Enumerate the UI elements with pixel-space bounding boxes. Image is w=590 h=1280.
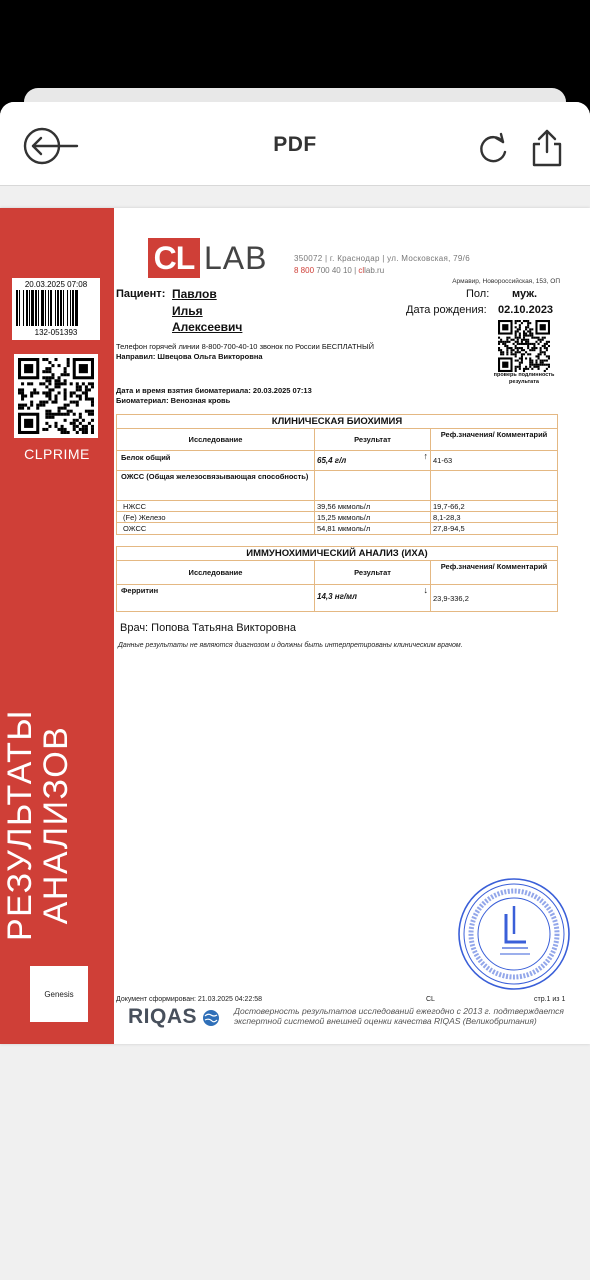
cell-ref: [431, 471, 557, 500]
col-ref-header: Реф.значения/ Комментарий: [440, 430, 548, 439]
cell-test: ОЖСС: [117, 523, 315, 534]
biomaterial: Биоматериал: Венозная кровь: [116, 396, 231, 405]
page-number: стр.1 из 1: [534, 996, 566, 1003]
patient-last-name: Павлов: [172, 287, 217, 301]
barcode-number: 132-051393: [34, 328, 78, 337]
cell-result: [315, 585, 431, 611]
cell-ref: 27,8-94,5: [433, 524, 465, 533]
col-ref-header: Реф.значения/ Комментарий: [440, 562, 548, 571]
sex-value: муж.: [512, 288, 538, 300]
generated-date: Документ сформирован: 21.03.2025 04:22:58: [116, 996, 263, 1003]
cell-test: ОЖСС (Общая железосвязывающая способность): [117, 471, 315, 500]
patient-patronymic: Алексеевич: [172, 320, 243, 334]
table-row: [117, 585, 557, 611]
sex-label: Пол:: [466, 288, 490, 300]
cell-ref: 19,7-66,2: [433, 502, 465, 511]
disclaimer: Данные результаты не являются диагнозом и должны быть интерпретированы клиническим врачом.: [118, 642, 463, 649]
verify-qr-icon: [498, 320, 550, 372]
table-header-row: [117, 429, 557, 451]
riqas-logo: RIQAS: [128, 1005, 198, 1028]
patient-first-name: Илья: [172, 304, 203, 318]
cell-test: Белок общий: [117, 451, 315, 470]
share-icon[interactable]: [528, 128, 566, 168]
section-title: КЛИНИЧЕСКАЯ БИОХИМИЯ: [117, 415, 557, 429]
branch-address: Армавир, Новороссийская, 153, ОП: [452, 278, 560, 285]
vertical-title-line2: АНАЛИЗОВ: [37, 725, 75, 925]
qr-code-icon: [14, 354, 98, 438]
cell-result: [315, 451, 431, 470]
phone-prefix: 8 800: [294, 266, 315, 275]
table-header-row: [117, 561, 557, 585]
logo-cl: CL: [148, 238, 200, 278]
logo-lab: LAB: [204, 240, 268, 276]
cell-test: Ферритин: [117, 585, 315, 611]
verify-caption: проверь подлинность результата: [493, 372, 555, 385]
result-value: 14,3 нг/мл: [317, 592, 358, 601]
cell-result: 54,81 мкмоль/л: [315, 523, 431, 534]
sample-time: Дата и время взятия биоматериала: 20.03.2025 07:13: [116, 386, 312, 395]
genesis-logo: Genesis: [30, 966, 88, 1022]
table-row: [117, 512, 557, 523]
lab-address: 350072 | г. Краснодар | ул. Московская, 79/6: [294, 254, 470, 263]
high-flag: ↑: [423, 451, 428, 461]
barcode-label: [12, 278, 100, 340]
referred-by: Направил: Швецова Ольга Викторовна: [116, 352, 263, 361]
table-row: [117, 501, 557, 512]
site-rest: lab.ru: [364, 266, 385, 275]
low-flag: ↓: [423, 585, 428, 595]
col-result-header: Результат: [315, 561, 431, 584]
doctor-name: Врач: Попова Татьяна Викторовна: [120, 622, 296, 634]
cell-result: 39,56 мкмоль/л: [315, 501, 431, 511]
page-title: PDF: [273, 133, 317, 156]
cell-test: НЖСС: [117, 501, 315, 511]
section-title: ИММУНОХИМИЧЕСКИЙ АНАЛИЗ (ИХА): [117, 547, 557, 561]
cell-result: 15,25 мкмоль/л: [315, 512, 431, 522]
col-test-header: Исследование: [117, 429, 315, 450]
cell-ref: 41-63: [433, 456, 453, 465]
cell-result: [315, 471, 431, 500]
stamp-icon: [456, 876, 572, 992]
result-value: 65,4 г/л: [317, 456, 347, 465]
cell-ref: 23,9-336,2: [433, 594, 469, 603]
col-test-header: Исследование: [117, 561, 315, 584]
cell-test: (Fe) Железо: [117, 512, 315, 522]
cell-ref: 8,1-28,3: [433, 513, 461, 522]
barcode-icon: [16, 290, 96, 326]
sidebar: [0, 208, 114, 1044]
immunochemistry-table: [116, 546, 558, 612]
barcode-date: 20.03.2025 07:08: [24, 280, 88, 289]
phone-rest: 700 40 10 |: [314, 266, 359, 275]
biochemistry-table: [116, 414, 558, 535]
table-row: [117, 451, 557, 471]
viewer-navbar: [0, 102, 590, 186]
patient-label: Пациент:: [116, 288, 166, 300]
table-row: [117, 471, 557, 501]
col-result-header: Результат: [315, 429, 431, 450]
table-row: [117, 523, 557, 534]
dob-label: Дата рождения:: [406, 304, 487, 316]
vertical-title-line1: РЕЗУЛЬТАТЫ: [1, 709, 39, 941]
report-content: [114, 208, 590, 1044]
cl-mark: CL: [426, 996, 435, 1003]
clprime-brand: CLPRIME: [24, 446, 90, 462]
vertical-title: [2, 645, 112, 1005]
hotline-text: Телефон горячей линии 8-800-700-40-10 звонок по России БЕСПЛАТНЫЙ: [116, 342, 374, 351]
globe-icon: [202, 1009, 220, 1027]
dob-value: 02.10.2023: [498, 304, 554, 316]
report-page: [0, 208, 590, 1044]
lab-contacts: [294, 266, 384, 275]
reload-icon[interactable]: [476, 130, 510, 166]
site-prefix: cl: [358, 266, 365, 275]
riqas-note: Достоверность результатов исследований ежегодно с 2013 г. подтверждается экспертной системой внешней оценки качества RIQAS (Великобритания): [234, 1006, 564, 1026]
